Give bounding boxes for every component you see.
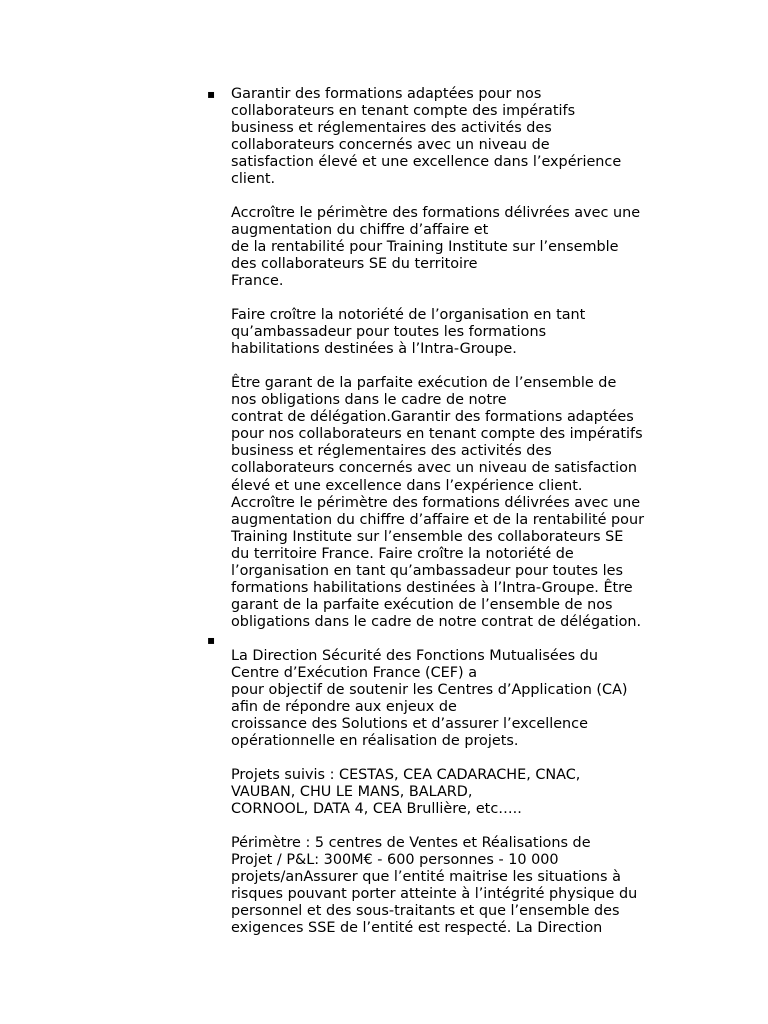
text-line: collaborateurs en tenant compte des impératifs — [231, 103, 576, 120]
text-line: client. — [231, 171, 276, 188]
text-line: Accroître le périmètre des formations délivrées avec une — [231, 205, 641, 221]
text-line: nos obligations dans le cadre de notre — [231, 392, 507, 409]
text-line: pour nos collaborateurs en tenant compte des impératifs — [231, 426, 643, 443]
text-line: opérationnelle en réalisation de projets. — [231, 733, 519, 750]
text-line: collaborateurs concernés avec un niveau de — [231, 137, 550, 154]
text-line: Faire croître la notoriété de l’organisation en tant — [231, 307, 586, 323]
text-line: augmentation du chiffre d’affaire et de la rentabilité pour — [231, 511, 644, 528]
text-line: satisfaction élevé et une excellence dans l’expérience — [231, 154, 622, 171]
text-line: CORNOOL, DATA 4, CEA Brullière, etc….. — [231, 801, 522, 818]
text-line: afin de répondre aux enjeux de — [231, 699, 457, 716]
text-line: augmentation du chiffre d’affaire et — [231, 222, 489, 239]
bullet-marker: ▪ — [207, 633, 216, 647]
text-line: de la rentabilité pour Training Institute sur l’ensemble — [231, 239, 619, 256]
paragraph — [231, 86, 691, 189]
text-line: exigences SSE de l’entité est respecté. La Direction — [231, 920, 603, 937]
text-line: France. — [231, 273, 284, 290]
text-line: Garantir des formations adaptées pour nos — [231, 86, 542, 102]
text-line: business et réglementaires des activités des — [231, 120, 552, 137]
text-line: contrat de délégation.Garantir des formations adaptées — [231, 409, 634, 426]
text-line: Projet / P&L: 300M€ - 600 personnes - 10 000 — [231, 852, 559, 869]
paragraph — [231, 205, 691, 290]
text-line: Projets suivis : CESTAS, CEA CADARACHE, CNAC, — [231, 767, 581, 783]
paragraph — [231, 375, 691, 631]
text-line: VAUBAN, CHU LE MANS, BALARD, — [231, 784, 473, 801]
text-line: garant de la parfaite exécution de l’ensemble de nos — [231, 597, 613, 614]
text-line: Accroître le périmètre des formations délivrées avec une — [231, 494, 641, 511]
text-line: collaborateurs concernés avec un niveau de satisfaction — [231, 460, 637, 477]
text-line: l’organisation en tant qu’ambassadeur pour toutes les — [231, 563, 623, 580]
text-line: qu’ambassadeur pour toutes les formations — [231, 324, 547, 341]
paragraph — [231, 767, 691, 818]
text-line: personnel et des sous-traitants et que l’ensemble des — [231, 903, 620, 920]
text-line: du territoire France. Faire croître la notoriété de — [231, 545, 574, 562]
text-line: projets/anAssurer que l’entité maitrise les situations à — [231, 869, 621, 886]
text-line: pour objectif de soutenir les Centres d’Application (CA) — [231, 682, 628, 699]
text-line: Training Institute sur l’ensemble des collaborateurs SE — [231, 528, 624, 545]
text-line: croissance des Solutions et d’assurer l’excellence — [231, 716, 588, 733]
text-line: habilitations destinées à l’Intra-Groupe. — [231, 341, 517, 358]
text-line: des collaborateurs SE du territoire — [231, 256, 478, 273]
text-line: formations habilitations destinées à l’Intra-Groupe. Être — [231, 580, 633, 597]
paragraph — [231, 835, 691, 938]
text-line: Être garant de la parfaite exécution de l’ensemble de — [231, 375, 617, 391]
text-line: business et réglementaires des activités des — [231, 443, 552, 460]
text-line: risques pouvant porter atteinte à l’intégrité physique du — [231, 886, 638, 903]
text-line: Périmètre : 5 centres de Ventes et Réalisations de — [231, 835, 591, 851]
text-line: obligations dans le cadre de notre contrat de délégation. — [231, 614, 642, 631]
text-line: élevé et une excellence dans l’expérience client. — [231, 477, 583, 494]
bullet-marker: ▪ — [207, 87, 216, 101]
paragraph — [231, 307, 691, 358]
text-line: La Direction Sécurité des Fonctions Mutualisées du — [231, 648, 598, 664]
text-line: Centre d’Exécution France (CEF) a — [231, 665, 478, 682]
paragraph — [231, 648, 691, 751]
